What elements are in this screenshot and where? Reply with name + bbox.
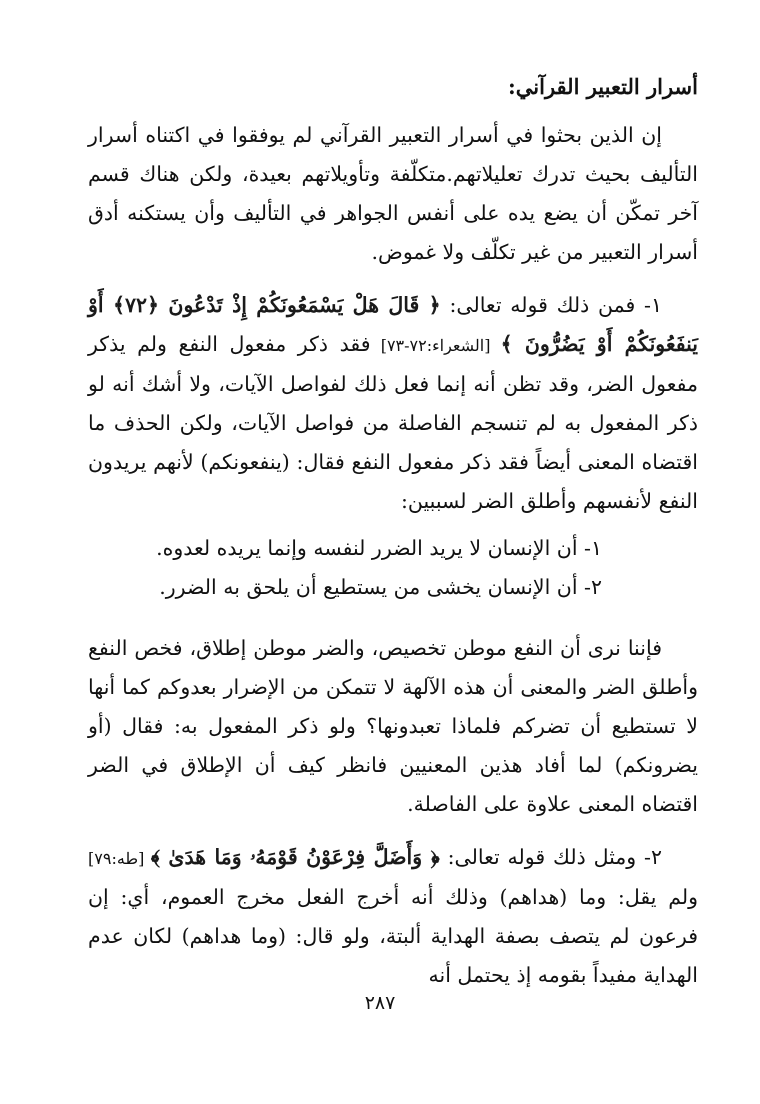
example-2-lead: ٢- ومثل ذلك قوله تعالى: [439, 845, 662, 869]
example-1-body: فقد ذكر مفعول النفع ولم يذكر مفعول الضر، وقد تظن أنه إنما فعل ذلك لفواصل الآيات، ولا أشك أنه لو ذكر المفعول به لم تنسجم الفاصلة من فواصل الآيات، ولكن الحذف ما اقتضاه المعنى أيضاً فقد ذكر مفعول النفع فقال: (ينفعونكم) لأنهم يريدون النفع لأنفسهم وأطلق الضر لسببين: [88, 332, 698, 513]
example-2-body: ولم يقل: وما (هداهم) وذلك أنه أخرج الفعل مخرج العموم، أي: إن فرعون لم يتصف بصفة الهداية ألبتة، ولو قال: (وما هداهم) لكان عدم الهداية مفيداً بقومه إذ يحتمل أنه [88, 885, 698, 987]
reason-item-1: ١- أن الإنسان لا يريد الضرر لنفسه وإنما يريده لعدوه. [156, 536, 602, 560]
example-2-citation: [طه:٧٩] [88, 849, 151, 868]
intro-paragraph: إن الذين بحثوا في أسرار التعبير القرآني لم يوفقوا في اكتناه أسرار التأليف بحيث تدرك تعليلاتهم.متكلّفة وتأويلاتهم بعيدة، ولكن هناك قسم آخر تمكّن أن يضع يده على أنفس الجواهر في التأليف وأن يستكنه أدق أسرار التعبير من غير تكلّف ولا غموض. [88, 123, 698, 264]
example-1-lead: ١- فمن ذلك قوله تعالى: [440, 293, 663, 317]
example-1-citation: [الشعراء:٧٢-٧٣] [370, 336, 501, 355]
page-number: ٢٨٧ [364, 992, 396, 1014]
example-1-paragraph [88, 286, 698, 521]
example-1-verse: ﴿ قَالَ هَلْ يَسْمَعُونَكُمْ إِذْ تَدْعُونَ ﴿٧٢﴾ أَوْ يَنفَعُونَكُمْ أَوْ يَضُرُّونَ ﴾ [88, 293, 699, 356]
explanation-paragraph: فإننا نرى أن النفع موطن تخصيص، والضر موطن إطلاق، فخص النفع وأطلق الضر والمعنى أن هذه الآلهة لا تتمكن من الإضرار بعدوكم كما أنها لا تستطيع أن تضركم فلماذا تعبدونها؟ ولو ذكر المفعول به: فقال (أو يضرونكم) لما أفاد هذين المعنيين فانظر كيف أن الإطلاق في الضر اقتضاه المعنى علاوة على الفاصلة. [88, 636, 698, 816]
section-heading: أسرار التعبير القرآني: [508, 74, 698, 99]
example-2-verse: ﴿ وَأَضَلَّ فِرْعَوْنُ قَوْمَهُۥ وَمَا هَدَىٰ ﴾ [150, 845, 440, 869]
reason-item-2: ٢- أن الإنسان يخشى من يستطيع أن يلحق به الضرر. [159, 575, 602, 599]
reasons-list [88, 529, 698, 607]
example-2-paragraph [88, 838, 698, 995]
book-page [88, 72, 698, 1072]
